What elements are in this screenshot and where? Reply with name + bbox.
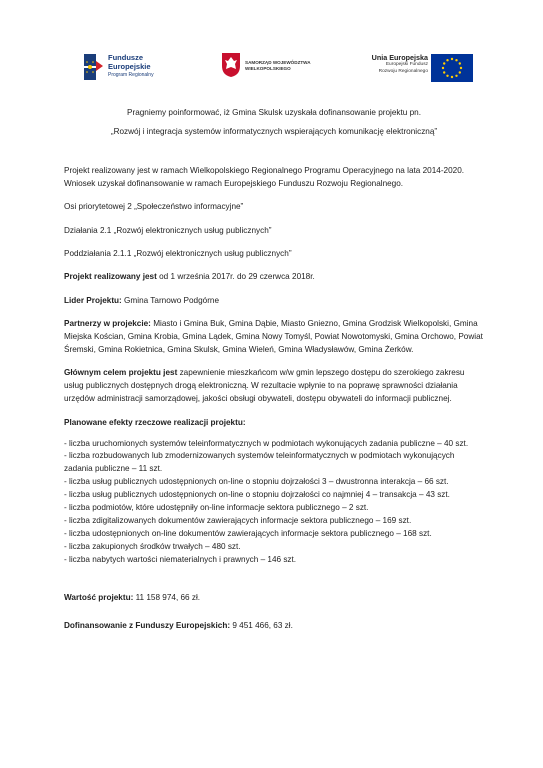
list-item: - liczba udostępnionych on-line dokumentów zawierających informacje sektora publicznego – 168 szt. [64, 528, 432, 538]
list-item: - liczba usług publicznych udostępnionych on-line o stopniu dojrzałości 3 – dwustronna interakcja – 66 szt. [64, 477, 449, 487]
action: Działania 2.1 „Rozwój elektronicznych usług publicznych” [64, 225, 272, 235]
ue-logo-line1: Europejski Fundusz [385, 62, 428, 67]
fundusze-europejskie-logo [84, 52, 174, 84]
fundusze-europejskie-mark-icon [84, 52, 104, 82]
project-leader-value: Gmina Tarnowo Podgórne [121, 295, 220, 305]
project-partners-value: Miasto i Gmina Buk, Gmina Dąbie, Miasto Gniezno, Gmina Grodzisk Wielkopolski, Gmina Miejska Kościan, Gmina Krobia, Gmina Lądek, Gmina Nowy Tomyśl, Powiat Nowotomyski, Gmina Orchowo, Powiat Śremski, Gmina Rokietnica, Gmina Skulsk, Gmina Wieleń, Gmina Władysławów, Gmina Żerków. [64, 319, 483, 354]
logo-bar [0, 52, 543, 88]
project-goal-label: Głównym celem projektu jest [64, 368, 178, 378]
project-leader-label: Lider Projektu: [64, 295, 122, 305]
list-item: - liczba zakupionych środków trwałych – 480 szt. [64, 541, 241, 551]
wlkp-logo-line1: SAMORZĄD WOJEWÓDZTWA [245, 60, 311, 65]
project-goal-value: zapewnienie mieszkańcom w/w gmin lepszego dostępu do szerokiego zakresu usług publicznych dostępnych drogą elektroniczną. W rezultacie wpłynie to na poprawę sprawności działania urzędów administracji samorządowej, jakości obsługi obywateli, dostępu obywateli do informacji publicznej. [64, 368, 465, 404]
project-value-label: Wartość projektu: [64, 592, 134, 602]
eagle-crest-icon [221, 52, 241, 78]
list-item: - liczba uruchomionych systemów teleinformatycznych w podmiotach wykonujących zadania publiczne – 40 szt. [64, 438, 469, 448]
fe-logo-title: Fundusze Europejskie [108, 53, 151, 71]
eu-flag-icon [431, 54, 473, 82]
ue-logo-line2: Rozwoju Regionalnego [378, 69, 428, 74]
effects-heading [64, 417, 484, 430]
project-value-amount: 11 158 974, 66 zł. [133, 592, 201, 602]
subaction: Poddziałania 2.1.1 „Rozwój elektronicznych usług publicznych” [64, 248, 292, 258]
project-partners [64, 318, 484, 357]
project-period-value: od 1 września 2017r. do 29 czerwca 2018r. [156, 272, 315, 282]
project-value [64, 592, 484, 605]
fe-logo-subtitle: Program Regionalny [108, 72, 154, 78]
project-period [64, 271, 484, 284]
eu-cofinancing-label: Dofinansowanie z Funduszy Europejskich: [64, 621, 231, 631]
list-item: - liczba podmiotów, które udostępniły on-line informacje sektora publicznego – 2 szt. [64, 503, 369, 513]
list-item: - liczba zdigitalizowanych dokumentów zawierających informacje sektora publicznego – 169 szt. [64, 515, 412, 525]
document-body [64, 107, 484, 633]
eu-cofinancing [64, 620, 484, 633]
list-item: - liczba rozbudowanych lub zmodernizowanych systemów teleinformatycznych w podmiotach wykonujących zadania publiczne – 11 szt. [64, 451, 455, 474]
eu-cofinancing-amount: 9 451 466, 63 zł. [230, 621, 293, 631]
project-goal [64, 367, 484, 406]
project-partners-label: Partnerzy w projekcie: [64, 319, 151, 329]
ue-logo-title: Unia Europejska [371, 53, 428, 62]
effects-list [64, 438, 484, 567]
project-leader [64, 295, 484, 308]
list-item: - liczba nabytych wartości niematerialnych i prawnych – 146 szt. [64, 554, 297, 564]
effects-heading-text: Planowane efekty rzeczowe realizacji projektu: [64, 417, 246, 427]
wielkopolska-logo [221, 52, 311, 84]
project-title: „Rozwój i integracja systemów informatycznych wspierających komunikację elektroniczną” [110, 126, 438, 136]
project-period-label: Projekt realizowany jest [64, 272, 157, 282]
unia-europejska-logo [365, 54, 475, 86]
wlkp-logo-line2: WIELKOPOLSKIEGO [245, 66, 291, 71]
list-item: - liczba usług publicznych udostępnionych on-line o stopniu dojrzałości co najmniej 4 – transakcja – 43 szt. [64, 490, 450, 500]
intro-text: Pragniemy poinformować, iż Gmina Skulsk uzyskała dofinansowanie projektu pn. [127, 108, 421, 117]
priority-axis: Osi priorytetowej 2 „Społeczeństwo informacyjne” [64, 202, 244, 212]
program-paragraph: Projekt realizowany jest w ramach Wielkopolskiego Regionalnego Programu Operacyjnego na lata 2014-2020. Wniosek uzyskał dofinansowanie w ramach Europejskiego Funduszu Rozwoju Regionalnego. [64, 165, 465, 188]
